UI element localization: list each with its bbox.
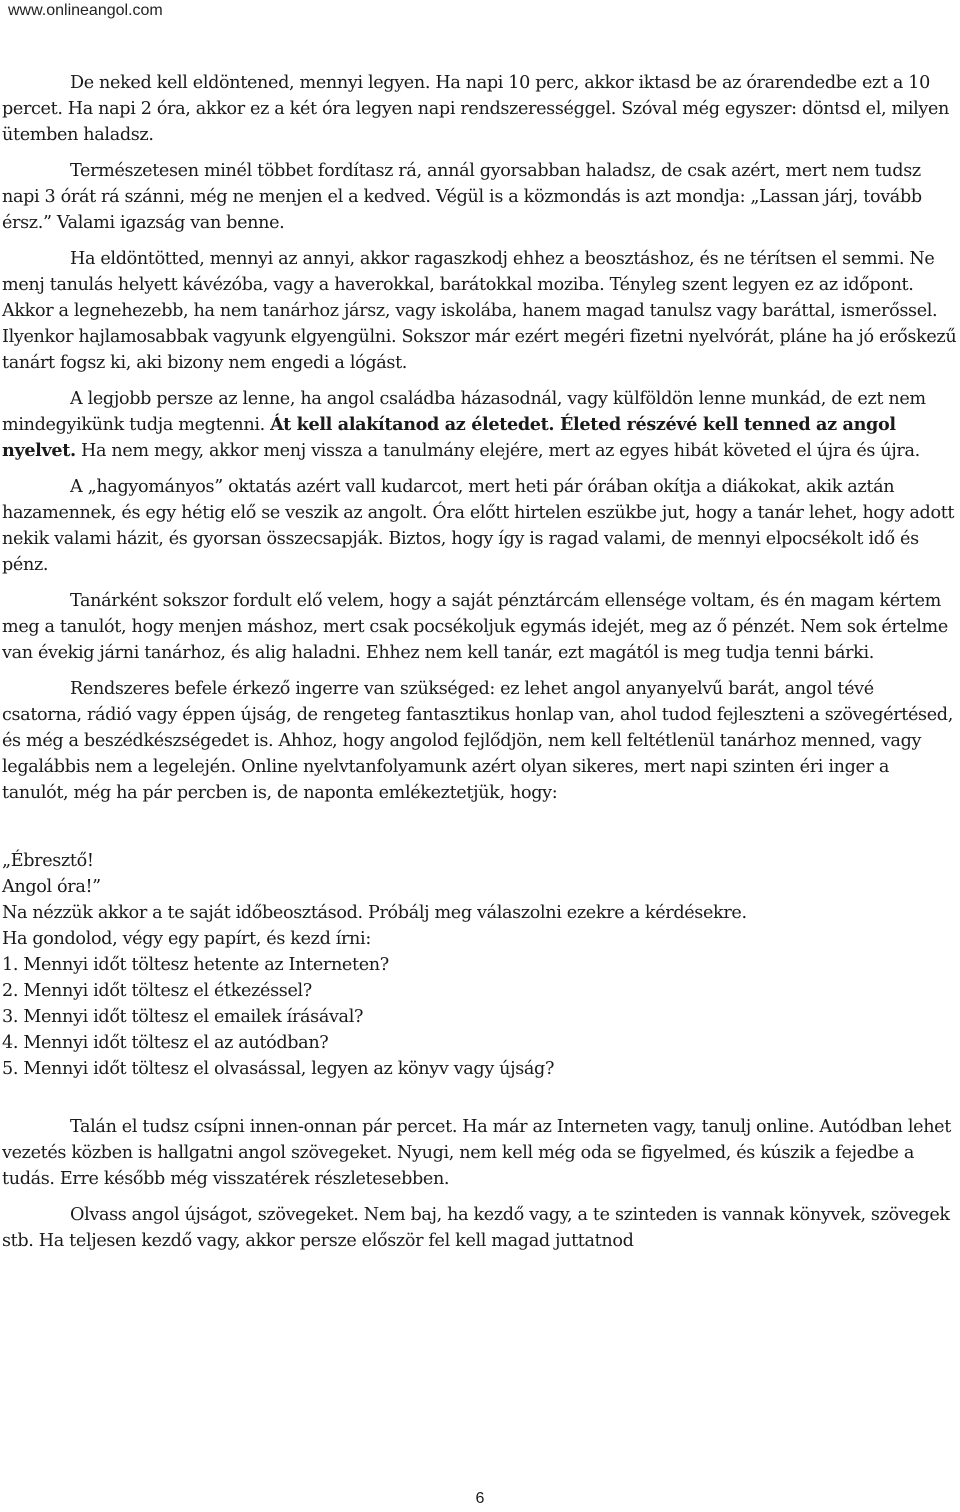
paragraph-text: De neked kell eldöntened, mennyi legyen. Ha napi 10 perc, akkor iktasd be az órarendedbe ezt a 10 percet. Ha napi 2 óra, akkor ez a két óra legyen napi rendszerességgel. Szóval még egyszer: döntsd el, milyen ütemben haladsz. <box>2 73 950 145</box>
text-line: „Ébresztő! <box>2 851 94 871</box>
paragraph <box>2 676 958 806</box>
paragraph <box>2 386 958 464</box>
question-item: 4. Mennyi időt töltesz el az autódban? <box>2 1033 329 1053</box>
text-line: Angol óra!” <box>2 877 101 897</box>
spacer <box>2 1082 958 1114</box>
paragraph: Talán el tudsz csípni innen-onnan pár percet. Ha már az Interneten vagy, tanulj online. Autódban lehet vezetés közben is hallgatni angol szövegeket. Nyugi, nem kell még oda se figyelmed, és kúszik a fejedbe a tudás. Erre később még visszatérek részletesebben. <box>2 1117 951 1189</box>
page-number: 6 <box>475 1490 485 1507</box>
document-body <box>2 70 958 1264</box>
paragraph-text: Rendszeres befele érkező ingerre van szükséged: ez lehet angol anyanyelvű barát, angol tévé csatorna, rádió vagy éppen újság, de rengeteg fantasztikus honlap van, ahol tudod fejleszteni a szövegértésed, és még a beszédkészségedet is. Ahhoz, hogy angolod fejlődjön, nem kell feltétlenül tanárhoz menned, vagy legalábbis nem a legelején. Online nyelvtanfolyamunk azért olyan sikeres, mert napi szinten éri inger a tanulót, még ha pár percben is, de naponta emlékeztetjük, hogy: <box>2 679 953 803</box>
paragraph-text: Tanárként sokszor fordult elő velem, hogy a saját pénztárcám ellensége voltam, és én magam kértem meg a tanulót, hogy menjen máshoz, mert csak pocsékoljuk egymás idejét, meg az ő pénzét. Nem sok értelme van évekig járni tanárhoz, és alig haladni. Ehhez nem kell tanár, ezt magától is meg tudja tenni bárki. <box>2 591 948 663</box>
text-line: Na nézzük akkor a te saját időbeosztásod. Próbálj meg válaszolni ezekre a kérdésekre. <box>2 903 747 923</box>
paragraph <box>2 70 958 148</box>
question-item: 3. Mennyi időt töltesz el emailek írásával? <box>2 1007 364 1027</box>
paragraph <box>2 588 958 666</box>
paragraph-text: Természetesen minél többet fordítasz rá, annál gyorsabban haladsz, de csak azért, mert nem tudsz napi 3 órát rá szánni, még ne menjen el a kedved. Végül is a közmondás is azt mondja: „Lassan járj, tovább érsz.” Valami igazság van benne. <box>2 161 922 233</box>
header-url[interactable]: www.onlineangol.com <box>8 2 163 19</box>
paragraph <box>2 158 958 236</box>
paragraph-text: A „hagyományos” oktatás azért vall kudarcot, mert heti pár órában okítja a diákokat, akik aztán hazamennek, és egy hétig elő se veszik az angolt. Óra előtt hirtelen eszükbe jut, hogy a tanár lehet, hogy adott nekik valami házit, és gyorsan összecsapják. Biztos, hogy így is ragad valami, de mennyi elpocsékolt idő és pénz. <box>2 477 955 575</box>
paragraph <box>2 246 958 376</box>
paragraph-text: Ha eldöntötted, mennyi az annyi, akkor ragaszkodj ehhez a beosztáshoz, és ne térítsen el semmi. Ne menj tanulás helyett kávézóba, vagy a haverokkal, barátokkal moziba. Tényleg szent legyen ez az időpont. Akkor a legnehezebb, ha nem tanárhoz jársz, vagy iskolába, hanem magad tanulsz vagy baráttal, ismerőssel. Ilyenkor hajlamosabbak vagyunk elgyengülni. Sokszor már ezért megéri fizetni nyelvórát, pláne ha jó erőskezű tanárt fogsz ki, aki bizony nem engedi a lógást. <box>2 249 957 373</box>
bold-text: Át kell alakítanod az életedet. Életed részévé kell tenned az angol nyelvet. <box>2 414 896 461</box>
question-block <box>2 848 958 1082</box>
spacer <box>2 816 958 848</box>
paragraph-text: Ha nem megy, akkor menj vissza a tanulmány elejére, mert az egyes hibát követed el újra és újra. <box>75 441 920 461</box>
paragraph-list <box>2 70 958 806</box>
paragraph: Olvass angol újságot, szövegeket. Nem baj, ha kezdő vagy, a te szinteden is vannak könyvek, szövegek stb. Ha teljesen kezdő vagy, akkor persze először fel kell magad juttatnod <box>2 1205 950 1251</box>
question-item: 2. Mennyi időt töltesz el étkezéssel? <box>2 981 312 1001</box>
paragraph <box>2 474 958 578</box>
question-item: 5. Mennyi időt töltesz el olvasással, legyen az könyv vagy újság? <box>2 1059 555 1079</box>
paragraph-text: A legjobb persze az lenne, ha angol családba házasodnál, vagy külföldön lenne munkád, de ezt nem mindegyikünk tudja megtenni. <box>2 389 926 435</box>
question-item: 1. Mennyi időt töltesz hetente az Interneten? <box>2 955 389 975</box>
text-line: Ha gondolod, végy egy papírt, és kezd írni: <box>2 929 371 949</box>
